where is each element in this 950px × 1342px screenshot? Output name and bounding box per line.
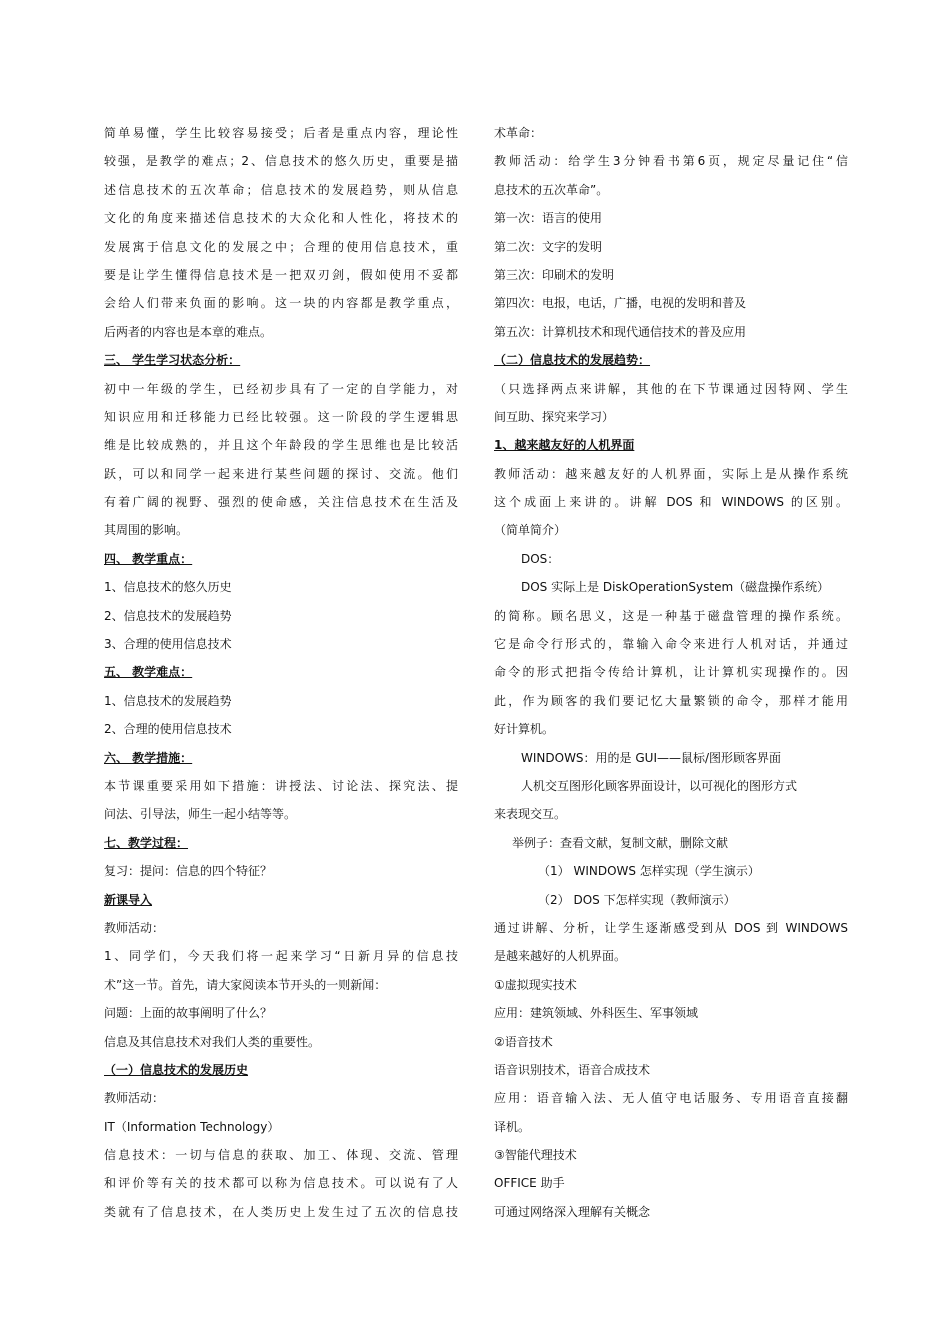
text-line: 第二次：文字的发明 xyxy=(494,239,603,254)
text-line: 好计算机。 xyxy=(494,722,555,737)
text-line: （1） WINDOWS 怎样实现（学生演示） xyxy=(538,864,760,879)
text-line: 复习：提问：信息的四个特征？ xyxy=(104,864,273,879)
text-line: 1、同学们，今天我们将一起来学习“日新月异的信息技 xyxy=(104,949,458,964)
text-line: 通过讲解、分析，让学生逐渐感受到从 DOS 到 WINDOWS xyxy=(494,920,848,935)
text-line: 1、信息技术的发展趋势 xyxy=(104,693,232,708)
text-line: （简单简介） xyxy=(494,523,567,538)
text-line: 人机交互图形化顾客界面设计，以可视化的图形方式 xyxy=(521,778,798,793)
text-line: OFFICE 助手 xyxy=(494,1176,565,1191)
text-line: ②语音技术 xyxy=(494,1034,553,1049)
text-line: 后两者的内容也是本章的难点。 xyxy=(104,324,273,339)
text-line: 教师活动：越来越友好的人机界面，实际上是从操作系统 xyxy=(494,466,848,481)
text-line: 第五次：计算机技术和现代通信技术的普及应用 xyxy=(494,324,747,339)
text-line: 1、越来越友好的人机界面 xyxy=(494,438,635,453)
text-line: 六、 教学措施： xyxy=(104,750,193,765)
text-line: 息技术的五次革命”。 xyxy=(494,182,609,197)
text-line: 间互助、探究来学习） xyxy=(494,409,615,424)
text-line: 应用：建筑领域、外科医生、军事领域 xyxy=(494,1006,699,1021)
text-line: 教师活动： xyxy=(104,1091,165,1106)
text-line: （2） DOS 下怎样实现（教师演示） xyxy=(538,892,736,907)
text-line: 此，作为顾客的我们要记忆大量繁锁的命令，那样才能用 xyxy=(494,693,848,708)
text-line: 发展寓于信息文化的发展之中；合理的使用信息技术，重 xyxy=(104,239,458,254)
text-line: 2、合理的使用信息技术 xyxy=(104,722,232,737)
text-line: 简单易懂，学生比较容易接受；后者是重点内容，理论性 xyxy=(104,126,458,140)
text-line: 它是命令行形式的，靠输入命令来进行人机对话，并通过 xyxy=(494,637,848,652)
text-line: 第三次：印刷术的发明 xyxy=(494,267,615,282)
text-line: 述信息技术的五次革命；信息技术的发展趋势，则从信息 xyxy=(104,182,458,197)
text-line: 问题：上面的故事阐明了什么？ xyxy=(104,1006,273,1021)
text-line: 应用：语音输入法、无人值守电话服务、专用语音直接翻 xyxy=(494,1091,848,1106)
text-line: ①虚拟现实技术 xyxy=(494,977,577,992)
text-line: 和评价等有关的技术都可以称为信息技术。可以说有了人 xyxy=(104,1176,458,1191)
text-line: 问法、引导法，师生一起小结等等。 xyxy=(104,807,297,822)
text-line: 信息技术：一切与信息的获取、加工、体现、交流、管理 xyxy=(104,1148,458,1163)
text-line: 四、 教学重点： xyxy=(104,551,193,566)
text-line: 七、教学过程： xyxy=(104,835,189,850)
text-line: IT（Information Technology） xyxy=(104,1119,280,1134)
text-line: 译机。 xyxy=(494,1119,531,1134)
text-line: 命令的形式把指令传给计算机，让计算机实现操作的。因 xyxy=(494,665,848,680)
text-line: 文化的角度来描述信息技术的大众化和人性化，将技术的 xyxy=(104,211,458,226)
text-line: 本节课重要采用如下措施：讲授法、讨论法、探究法、提 xyxy=(104,778,458,793)
text-line: 知识应用和迁移能力已经比较强。这一阶段的学生逻辑思 xyxy=(104,409,458,424)
text-line: 跃，可以和同学一起来进行某些问题的探讨、交流。他们 xyxy=(104,466,458,481)
text-line: 的简称。顾名思义，这是一种基于磁盘管理的操作系统。 xyxy=(494,608,848,623)
text-line: WINDOWS：用的是 GUI——鼠标/图形顾客界面 xyxy=(521,750,782,765)
text-line: 这个成面上来讲的。讲解 DOS 和 WINDOWS 的区别。 xyxy=(494,495,848,510)
text-line: DOS 实际上是 DiskOperationSystem（磁盘操作系统） xyxy=(521,580,830,595)
text-line: 五、 教学难点： xyxy=(104,665,193,680)
text-line: 三、 学生学习状态分析： xyxy=(104,353,241,368)
left-column xyxy=(104,119,458,1226)
text-line: 术”这一节。首先，请大家阅读本节开头的一则新闻： xyxy=(104,977,387,992)
text-line: 有着广阔的视野、强烈的使命感，关注信息技术在生活及 xyxy=(104,495,458,510)
text-line: 初中一年级的学生，已经初步具有了一定的自学能力，对 xyxy=(104,381,458,396)
text-line: 是越来越好的人机界面。 xyxy=(494,949,627,964)
text-line: 举例子：查看文献，复制文献，删除文献 xyxy=(512,835,729,850)
text-line: 术革命： xyxy=(494,126,543,140)
right-column xyxy=(494,119,848,1226)
text-line: 可通过网络深入理解有关概念 xyxy=(494,1204,651,1219)
text-line: 第四次：电报，电话，广播，电视的发明和普及 xyxy=(494,296,747,311)
text-line: （二）信息技术的发展趋势： xyxy=(494,353,651,368)
text-line: 语音识别技术，语音合成技术 xyxy=(494,1062,651,1077)
text-line: 较强，是教学的难点；2、信息技术的悠久历史，重要是描 xyxy=(104,154,458,169)
text-line: 类就有了信息技术，在人类历史上发生过了五次的信息技 xyxy=(104,1204,458,1219)
text-line: 第一次：语言的使用 xyxy=(494,211,603,226)
text-line: 教师活动：给学生3分钟看书第6页，规定尽量记住“信 xyxy=(494,154,848,169)
text-line: 会给人们带来负面的影响。这一块的内容都是教学重点， xyxy=(104,296,458,311)
text-line: 1、信息技术的悠久历史 xyxy=(104,580,232,595)
text-line: 2、信息技术的发展趋势 xyxy=(104,608,232,623)
text-line: 要是让学生懂得信息技术是一把双刃剑，假如使用不妥都 xyxy=(104,267,458,282)
text-line: DOS： xyxy=(521,551,560,566)
text-line: 来表现交互。 xyxy=(494,807,567,822)
text-line: （只选择两点来讲解，其他的在下节课通过因特网、学生 xyxy=(494,381,848,396)
text-line: ③智能代理技术 xyxy=(494,1148,577,1163)
text-line: 教师活动： xyxy=(104,920,165,935)
text-line: 新课导入 xyxy=(104,892,153,907)
text-line: 信息及其信息技术对我们人类的重要性。 xyxy=(104,1034,321,1049)
text-line: 维是比较成熟的，并且这个年龄段的学生思维也是比较活 xyxy=(104,438,458,453)
text-line: 3、合理的使用信息技术 xyxy=(104,637,232,652)
text-line: 其周围的影响。 xyxy=(104,523,189,538)
text-line: （一）信息技术的发展历史 xyxy=(104,1062,249,1077)
